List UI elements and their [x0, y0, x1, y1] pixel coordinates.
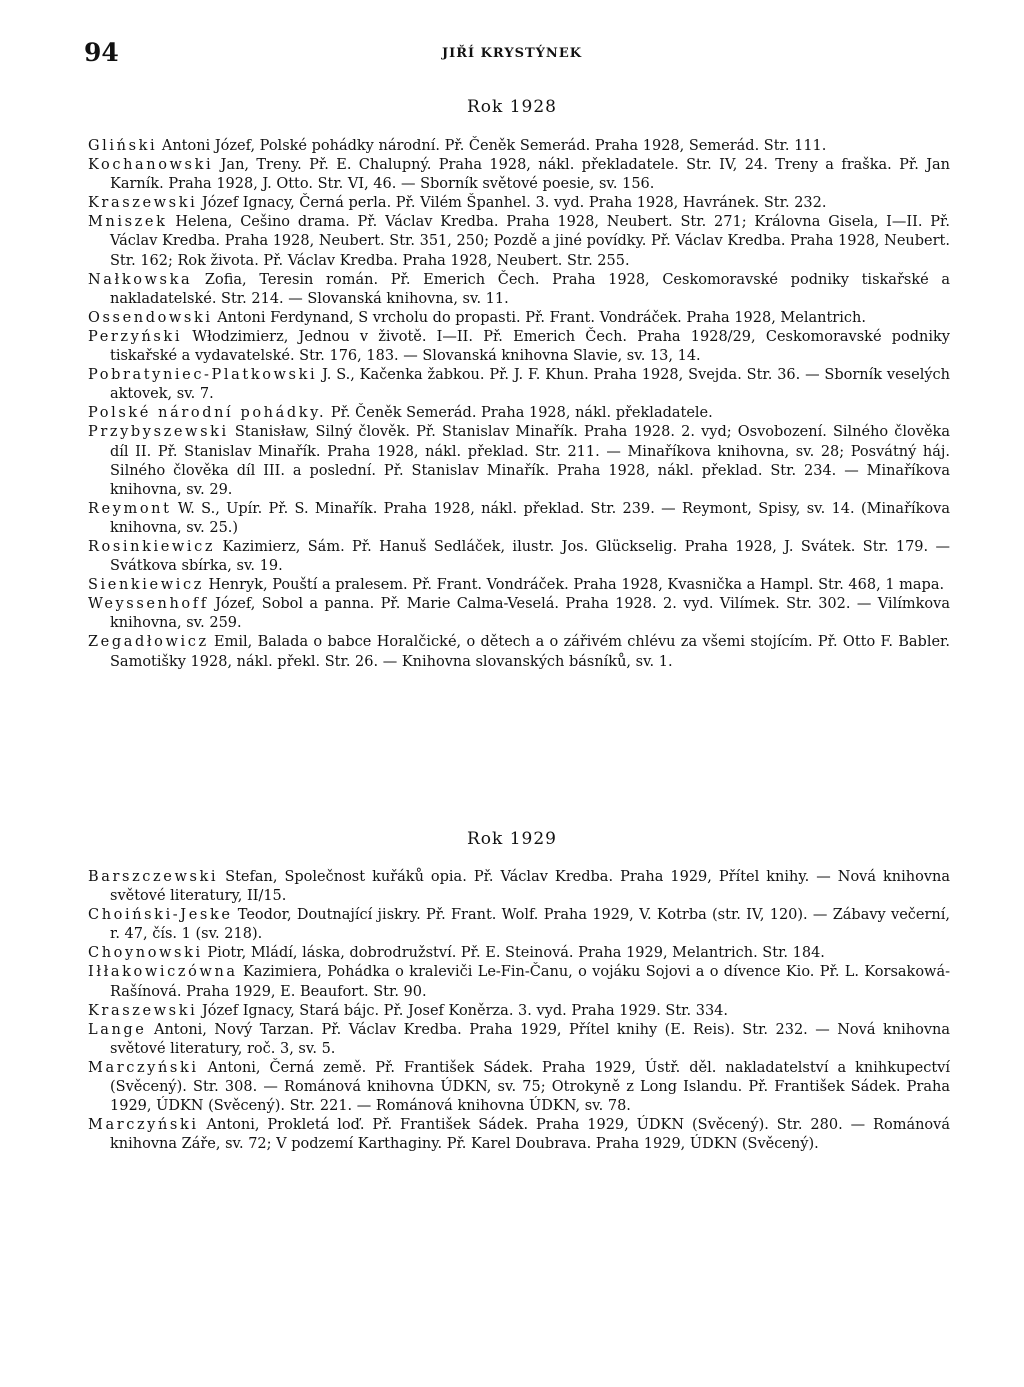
author-name: Barszczewski: [88, 869, 219, 885]
bibliography-entry: [88, 213, 950, 270]
bibliography-entry: [88, 309, 950, 328]
author-name: Gliński: [88, 138, 158, 154]
bibliography-entry: [88, 500, 950, 538]
bibliography-entry: [88, 576, 950, 595]
author-name: Marczyński: [88, 1117, 199, 1134]
entry-text: Piotr, Mládí, láska, dobrodružství. Př. E. Steinová. Praha 1929, Melantrich. Str. 184.: [207, 945, 825, 962]
author-name: Nałkowska: [88, 271, 193, 288]
author-name: Polské národní pohádky.: [88, 405, 327, 422]
entry-text: Zofia, Teresin román. Př. Emerich Čech. Praha 1928, Ceskomoravské podniky tiskařské a nakladatelské. Str. 214. — Slovanská knihovna, sv. 11.: [110, 271, 951, 307]
bibliography-entry: [88, 423, 950, 499]
author-name: Przybyszewski: [88, 424, 229, 441]
author-name: Lange: [88, 1021, 147, 1038]
entry-text: Antoni, Prokletá loď. Př. František Sádek. Praha 1929, ÚDKN (Svěcený). Str. 280. — Románová knihovna Záře, sv. 72; V podzemí Karthaginy. Př. Karel Doubrava. Praha 1929, ÚDKN (Svěcený).: [110, 1117, 950, 1153]
author-name: Perzyński: [88, 328, 183, 345]
entry-text: Józef Ignacy, Černá perla. Př. Vilém Španhel. 3. vyd. Praha 1928, Havránek. Str. 232.: [201, 195, 827, 212]
bibliography-entry: [88, 156, 950, 194]
author-name: Sienkiewicz: [88, 577, 204, 594]
entries-list-1928: [88, 137, 950, 672]
author-name: Kochanowski: [88, 157, 214, 174]
entry-text: Antoni, Nový Tarzan. Př. Václav Kredba. Praha 1929, Přítel knihy (E. Reis). Str. 232. — Nová knihovna světové literatury, roč. 3, sv. 5.: [110, 1021, 950, 1057]
bibliography-entry: [88, 963, 950, 1001]
bibliography-entry: [88, 868, 950, 906]
bibliography-entry: [88, 1059, 950, 1116]
author-name: Reymont: [88, 500, 172, 517]
author-name: Marczyński: [88, 1059, 199, 1076]
year-heading-1929: Rok 1929: [466, 829, 557, 849]
author-name: Choiński-Jeske: [88, 907, 233, 924]
entry-text: J. S., Kačenka žabkou. Př. J. F. Khun. Praha 1928, Svejda. Str. 36. — Sborník veselých aktovek, sv. 7.: [110, 367, 950, 403]
entry-text: Stanisław, Silný člověk. Př. Stanislav Minařík. Praha 1928. 2. vyd; Osvobození. Silného člověka díl II. Př. Stanislav Minařík. Praha 1928, nákl. překlad. Str. 211. — Minaříkova knihovna, sv. 28; Posvátný háj. Silného člověka díl III. a poslední. Př. Stanislav Minařík. Praha 1928, nákl. překlad. Str. 234. — Minaříkova knihovna, sv. 29.: [110, 424, 950, 498]
bibliography-entry: [88, 944, 950, 963]
entry-text: Henryk, Pouští a pralesem. Př. Frant. Vondráček. Praha 1928, Kvasnička a Hampl. Str. 468, 1 mapa.: [208, 577, 945, 594]
entry-text: Emil, Balada o babce Horalčické, o dětech a o zářivém chlévu za všemi stojícím. Př. Otto F. Babler. Samotišky 1928, nákl. překl. Str. 26. — Knihovna slovanských básníků, sv. 1.: [110, 634, 951, 670]
bibliography-entry: [88, 366, 950, 404]
entry-text: Antoni Ferdynand, S vrcholu do propasti. Př. Frant. Vondráček. Praha 1928, Melantrich.: [217, 309, 866, 326]
author-name: Zegadłowicz: [88, 634, 209, 651]
entry-text: Stefan, Společnost kuřáků opia. Př. Václav Kredba. Praha 1929, Přítel knihy. — Nová knihovna světové literatury, II/15.: [110, 869, 951, 905]
author-name: Ossendowski: [88, 309, 213, 326]
entries-list-1929: [88, 868, 950, 1154]
entry-text: Antoni, Černá země. Př. František Sádek. Praha 1929, Ústř. děl. nakladatelství a knihkupectví (Svěcený). Str. 308. — Románová knihovna ÚDKN, sv. 75; Otrokyně z Long Islandu. Př. František Sádek. Praha 1929, ÚDKN (Svěcený). Str. 221. — Románová knihovna ÚDKN, sv. 78.: [110, 1059, 950, 1115]
author-name: Kraszewski: [88, 1002, 198, 1019]
entry-text: Př. Čeněk Semerád. Praha 1928, nákl. překladatele.: [330, 405, 713, 422]
author-name: Pobratyniec-Platkowski: [88, 367, 318, 384]
bibliography-entry: [88, 328, 950, 366]
bibliography-entry: [88, 538, 950, 576]
entry-text: Józef, Sobol a panna. Př. Marie Calma-Veselá. Praha 1928. 2. vyd. Vilímek. Str. 302. — Vilímkova knihovna, sv. 259.: [110, 596, 950, 632]
entry-text: W. S., Upír. Př. S. Minařík. Praha 1928, nákl. překlad. Str. 239. — Reymont, Spisy, sv. 14. (Minaříkova knihovna, sv. 25.): [110, 500, 950, 536]
page-number: 94: [84, 38, 119, 67]
author-name: Kraszewski: [88, 195, 198, 212]
bibliography-entry: [88, 137, 950, 156]
bibliography-entry: [88, 1002, 950, 1021]
entry-text: Kazimiera, Pohádka o kraleviči Le-Fin-Čanu, o vojáku Sojovi a o dívence Kio. Př. L. Korsakowá-Rašínová. Praha 1929, E. Beaufort. Str. 90.: [110, 964, 951, 1000]
bibliography-entry: [88, 404, 950, 423]
bibliography-entry: [88, 1021, 950, 1059]
entry-text: Helena, Cešino drama. Př. Václav Kredba. Praha 1928, Neubert. Str. 271; Královna Gisela, I—II. Př. Václav Kredba. Praha 1928, Neubert. Str. 351, 250; Pozdě a jiné povídky. Př. Václav Kredba. Praha 1928, Neubert. Str. 162; Rok života. Př. Václav Kredba. Praha 1928, Neubert. Str. 255.: [110, 214, 951, 269]
entry-text: Teodor, Doutnající jiskry. Př. Frant. Wolf. Praha 1929, V. Kotrba (str. IV, 120). — Zábavy večerní, r. 47, čís. 1 (sv. 218).: [110, 907, 951, 943]
bibliography-entry: [88, 595, 950, 633]
author-name: Rosinkiewicz: [88, 538, 216, 555]
bibliography-entry: [88, 194, 950, 213]
entry-text: Kazimierz, Sám. Př. Hanuš Sedláček, ilustr. Jos. Glückselig. Praha 1928, J. Svátek. Str. 179. — Svátkova sbírka, sv. 19.: [110, 538, 951, 575]
bibliography-entry: [88, 633, 950, 671]
bibliography-entry: [88, 906, 950, 944]
entry-text: Józef Ignacy, Stará bájc. Př. Josef Koněrza. 3. vyd. Praha 1929. Str. 334.: [201, 1002, 729, 1019]
author-name: Weyssenhoff: [88, 596, 209, 613]
bibliography-entry: [88, 1116, 950, 1154]
author-name: Mniszek: [88, 214, 168, 231]
entry-text: Włodzimierz, Jednou v životě. I—II. Př. Emerich Čech. Praha 1928/29, Ceskomoravské podniky tiskařské a vydavatelské. Str. 176, 183. — Slovanská knihovna Slavie, sv. 13, 14.: [110, 328, 950, 365]
bibliography-entry: [88, 271, 950, 309]
entry-text: Antoni Józef, Polské pohádky národní. Př. Čeněk Semerád. Praha 1928, Semerád. Str. 111.: [161, 138, 827, 154]
year-heading-1928: Rok 1928: [466, 97, 557, 117]
author-name: Choynowski: [88, 945, 203, 962]
author-name: Iłłakowiczówna: [88, 964, 238, 981]
entry-text: Jan, Treny. Př. E. Chalupný. Praha 1928, nákl. překladatele. Str. IV, 24. Treny a fraška. Př. Jan Karník. Praha 1928, J. Otto. Str. VI, 46. — Sborník světové poesie, sv. 156.: [110, 157, 950, 193]
running-head: JIŘÍ KRYSTÝNEK: [441, 46, 583, 61]
